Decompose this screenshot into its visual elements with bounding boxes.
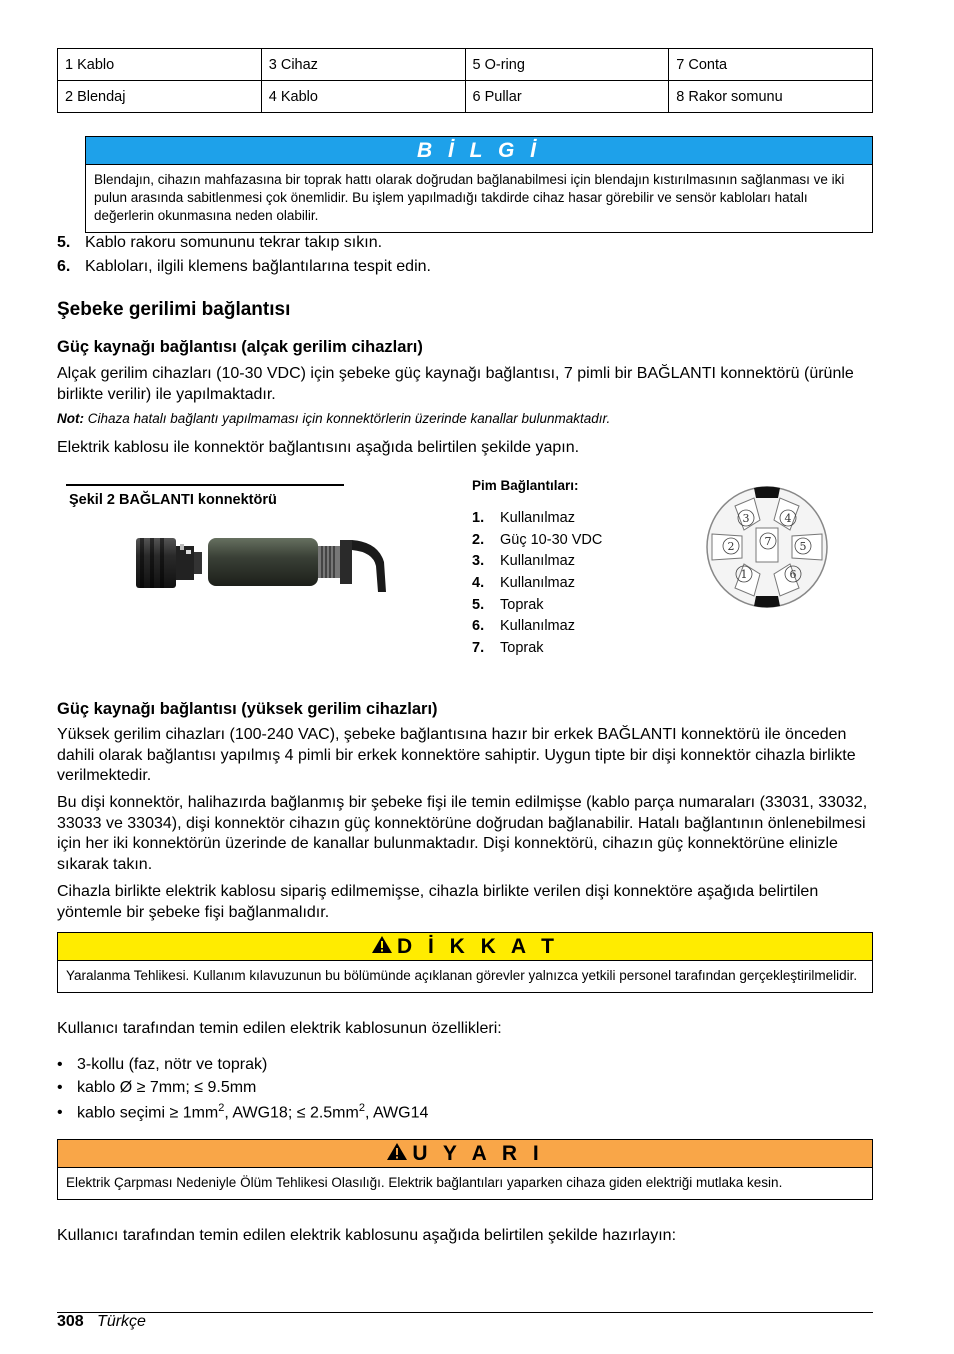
superscript: 2 [358, 1102, 365, 1114]
step-number: 5. [57, 234, 71, 251]
pin-label: Güç 10-30 VDC [500, 532, 603, 548]
list-item-text: , AWG18; ≤ 2.5mm [224, 1104, 359, 1122]
parts-table [57, 48, 873, 113]
pin-item [472, 640, 544, 656]
pin-label: Toprak [500, 597, 544, 613]
step-6 [57, 258, 431, 276]
high-voltage-heading: Güç kaynağı bağlantısı (yüksek gerilim cihazları) [57, 700, 438, 718]
pin-item [472, 597, 544, 613]
list-item-text: 3-kollu (faz, nötr ve toprak) [77, 1056, 268, 1073]
table-cell: 1 Kablo [58, 49, 262, 81]
step-5 [57, 234, 382, 252]
info-box-title: B İ L G İ [86, 137, 872, 165]
pin-label: Kullanılmaz [500, 510, 575, 526]
pin-circle-label: 3 [742, 512, 750, 525]
pin-number: 3. [472, 553, 485, 569]
list-item-text: kablo seçimi ≥ 1mm [77, 1104, 219, 1122]
step-text: Kabloları, ilgili klemens bağlantılarına tespit edin. [85, 258, 431, 275]
pin-number: 2. [472, 532, 485, 548]
warning-triangle-icon [371, 935, 393, 954]
pin-number: 7. [472, 640, 485, 656]
high-voltage-paragraph-1: Yüksek gerilim cihazları (100-240 VAC), şebeke bağlantısına hazır bir erkek BAĞLANTI konnektörü ile önceden dahili olarak bağlantısı yapılmış 4 pimli bir erkek konnektöre sahiptir. Uygun tipte bir dişi konnektör cihazla birlikte verilmektedir. [57, 726, 856, 784]
pin-circle-label: 2 [727, 540, 735, 553]
table-cell: 7 Conta [669, 49, 873, 81]
pin-label: Toprak [500, 640, 544, 656]
footer [57, 1313, 146, 1331]
pin-diagram [704, 484, 830, 610]
pin-circle-label: 1 [740, 568, 748, 581]
pin-item [472, 575, 575, 591]
low-voltage-paragraph: Alçak gerilim cihazları (10-30 VDC) için şebeke güç kaynağı bağlantısı, 7 pimli bir BAĞLANTI konnektörü (ürünle birlikte verilir) ile yapılmaktadır. [57, 365, 854, 403]
table-row [58, 49, 873, 81]
info-box [85, 136, 873, 233]
list-item: • 3-kollu (faz, nötr ve toprak) [57, 1056, 268, 1073]
table-row [58, 81, 873, 113]
caution-box [57, 932, 873, 993]
footer-rule [57, 1312, 873, 1313]
cable-spec-intro: Kullanıcı tarafından temin edilen elektrik kablosunun özellikleri: [57, 1020, 502, 1037]
pin-item [472, 618, 575, 634]
page-number: 308 [57, 1313, 84, 1330]
pin-circle-label: 6 [789, 568, 797, 581]
pin-number: 5. [472, 597, 485, 613]
pin-label: Kullanılmaz [500, 553, 575, 569]
pin-number: 6. [472, 618, 485, 634]
table-cell: 6 Pullar [465, 81, 669, 113]
final-paragraph: Kullanıcı tarafından temin edilen elektrik kablosunu aşağıda belirtilen şekilde hazırlayın: [57, 1227, 677, 1244]
warning-box [57, 1139, 873, 1200]
pin-circle-label: 5 [799, 540, 807, 553]
list-item: • kablo seçimi ≥ $1mm^2$, AWG18; ≤ $2.5mm^2$, AWG14 [57, 1102, 429, 1122]
pin-circle-label: 4 [784, 512, 792, 525]
step-text: Kablo rakoru somununu tekrar takıp sıkın. [85, 234, 383, 251]
note-label: Not: [57, 411, 84, 426]
caution-box-title: D İ K K A T [397, 935, 559, 958]
caution-box-body: Yaralanma Tehlikesi. Kullanım kılavuzunun bu bölümünde açıklanan görevler yalnızca yetkili personel tarafından gerçekleştirilmelidir. [66, 968, 858, 983]
pin-number: 4. [472, 575, 485, 591]
pin-label: Kullanılmaz [500, 618, 575, 634]
pin-list-title: Pim Bağlantıları: [472, 478, 579, 493]
caution-box-header [58, 933, 872, 961]
pin-circle-label: 7 [764, 535, 772, 548]
pin-label: Kullanılmaz [500, 575, 575, 591]
table-cell: 8 Rakor somunu [669, 81, 873, 113]
pin-item [472, 510, 575, 526]
note [57, 411, 610, 426]
list-item: • kablo Ø ≥ 7mm; ≤ 9.5mm [57, 1079, 257, 1096]
figure-rule [66, 484, 344, 486]
list-item-text: kablo Ø ≥ 7mm; ≤ 9.5mm [77, 1079, 257, 1096]
pin-item [472, 532, 602, 548]
pin-number: 1. [472, 510, 485, 526]
table-cell: 2 Blendaj [58, 81, 262, 113]
step-number: 6. [57, 258, 71, 275]
warning-box-title: U Y A R I [412, 1142, 544, 1165]
note-text: Cihaza hatalı bağlantı yapılmaması için konnektörlerin üzerinde kanallar bulunmaktadır. [84, 411, 611, 426]
warning-box-body: Elektrik Çarpması Nedeniyle Ölüm Tehlikesi Olasılığı. Elektrik bağlantıları yaparken cihaza giden elektriği mutlaka kesin. [66, 1175, 783, 1190]
table-cell: 4 Kablo [261, 81, 465, 113]
footer-language: Türkçe [97, 1313, 146, 1330]
connection-instruction: Elektrik kablosu ile konnektör bağlantısını aşağıda belirtilen şekilde yapın. [57, 439, 580, 456]
pin-item [472, 553, 575, 569]
high-voltage-paragraph-2: Bu dişi konnektör, halihazırda bağlanmış bir şebeke fişi ile temin edilmişse (kablo parça numaraları (33031, 33032, 33033 ve 33034), dişi konnektör cihazın güç konnektörüne doğrudan bağlanabilir. Hatalı bağlantının önlenebilmesi için her iki konnektörün üzerinde de kanallar bulunmaktadır. Dişi konnektörü, cihazın güç konnektörüne elinizle sıkarak takın. [57, 794, 868, 873]
info-box-body: Blendajın, cihazın mahfazasına bir toprak hattı olarak doğrudan bağlanabilmesi için blendajın kıstırılmasının sağlanması ve iki pulun arasında sabitlenmesi çok önemlidir. Bu işlem yapılmadığı takdirde cihaz hasar görebilir ve sensör kabloları hatalı değerlerin okunmasına neden olabilir. [94, 172, 845, 223]
high-voltage-paragraph-3: Cihazla birlikte elektrik kablosu sipariş edilmemişse, cihazla birlikte verilen dişi konnektöre aşağıda belirtilen yöntemle bir şebeke fişi bağlanmalıdır. [57, 883, 819, 921]
table-cell: 3 Cihaz [261, 49, 465, 81]
figure-caption: Şekil 2 BAĞLANTI konnektörü [69, 492, 277, 508]
list-item-text: , AWG14 [364, 1104, 429, 1122]
table-cell: 5 O-ring [465, 49, 669, 81]
low-voltage-heading: Güç kaynağı bağlantısı (alçak gerilim cihazları) [57, 338, 423, 356]
section-title: Şebeke gerilimi bağlantısı [57, 299, 291, 320]
connector-illustration [128, 526, 390, 596]
warning-triangle-icon [386, 1142, 408, 1161]
warning-box-header [58, 1140, 872, 1168]
superscript: 2 [218, 1102, 225, 1114]
